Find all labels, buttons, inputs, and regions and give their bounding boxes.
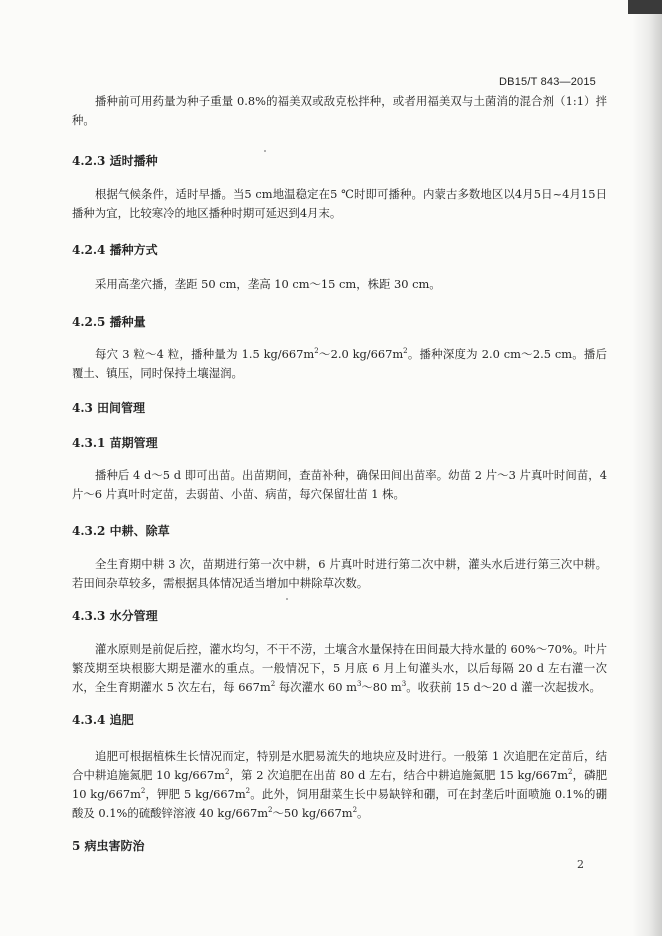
paragraph-seeding-rate: 每穴 3 粒～4 粒，播种量为 1.5 $kg/667m^2\sim 2.0$ $kg/667m^2$。播种深度为 2.0 cm～2.5 cm。播后覆土、镇压，同时保持土壤湿润。 xyxy=(72,347,607,380)
scan-edge-shadow xyxy=(632,0,662,936)
heading-4-2-4: 4.2.4 播种方式 xyxy=(72,243,158,257)
heading-4-3-4: 4.3.4 追肥 xyxy=(72,713,134,727)
scan-speck xyxy=(286,598,288,600)
paragraph-water-management: 灌水原则是前促后控，灌水均匀，不干不涝，土壤含水量保持在田间最大持水量的 60%～70%。叶片繁茂期至块根膨大期是灌水的重点。一般情况下，5 月底 6 月上旬灌头水，以后每隔 20 d 左右灌一次水，全生育期灌水 5 次左右，每 $667m^2$ 每次灌水 60 $m^3\sim 80$ $m^3$。收获前 15 d～20 d 灌一次起拔水。 xyxy=(72,642,607,694)
paragraph-cultivation-weeding: 全生育期中耕 3 次，苗期进行第一次中耕，6 片真叶时进行第二次中耕，灌头水后进行第三次中耕。若田间杂草较多，需根据具体情况适当增加中耕除草次数。 xyxy=(72,557,607,590)
paragraph-sowing-method: 采用高垄穴播，垄距 50 cm，垄高 10 cm～15 cm，株距 30 cm。 xyxy=(95,277,441,291)
heading-4-3-1: 4.3.1 苗期管理 xyxy=(72,436,158,450)
paragraph-seedling-management: 播种后 4 d～5 d 即可出苗。出苗期间，查苗补种，确保田间出苗率。幼苗 2 片～3 片真叶时间苗，4 片～6 片真叶时定苗，去弱苗、小苗、病苗，每穴保留壮苗 1 株。 xyxy=(72,468,607,501)
heading-5: 5 病虫害防治 xyxy=(72,839,145,853)
scan-speck xyxy=(264,150,266,152)
heading-4-3-2: 4.3.2 中耕、除草 xyxy=(72,524,170,538)
document-code: DB15/T 843—2015 xyxy=(499,76,596,88)
page-number: 2 xyxy=(577,858,584,871)
heading-4-3: 4.3 田间管理 xyxy=(72,401,146,415)
paragraph-topdressing: 追肥可根据植株生长情况而定，特别是水肥易流失的地块应及时进行。一般第 1 次追肥在定苗后，结合中耕追施氮肥 10 $kg/667m^2$，第 2 次追肥在出苗 80 d 左右，结合中耕追施氮肥 15 $kg/667m^2$，磷肥 10 $kg/667m^2$，钾肥 5 $kg/667m^2$。此外，饲用甜菜生长中易缺锌和硼，可在封垄后叶面喷施 0.1%的硼酸及 0.1%的硫酸锌溶液 40 $kg/667m^2\sim 50$ $kg/667m^2$。 xyxy=(72,749,607,820)
scan-corner-mark xyxy=(628,0,662,14)
heading-4-3-3: 4.3.3 水分管理 xyxy=(72,609,158,623)
paragraph-timely-sowing: 根据气候条件，适时早播。当5 cm地温稳定在5 ℃时即可播种。内蒙古多数地区以4月5日~4月15日播种为宜，比较寒冷的地区播种时期可延迟到4月末。 xyxy=(72,187,607,220)
paragraph-seed-treatment: 播种前可用药量为种子重量 0.8%的福美双或敌克松拌种，或者用福美双与土菌消的混合剂（1:1）拌种。 xyxy=(72,94,607,127)
heading-4-2-3: 4.2.3 适时播种 xyxy=(72,154,158,168)
heading-4-2-5: 4.2.5 播种量 xyxy=(72,315,146,329)
